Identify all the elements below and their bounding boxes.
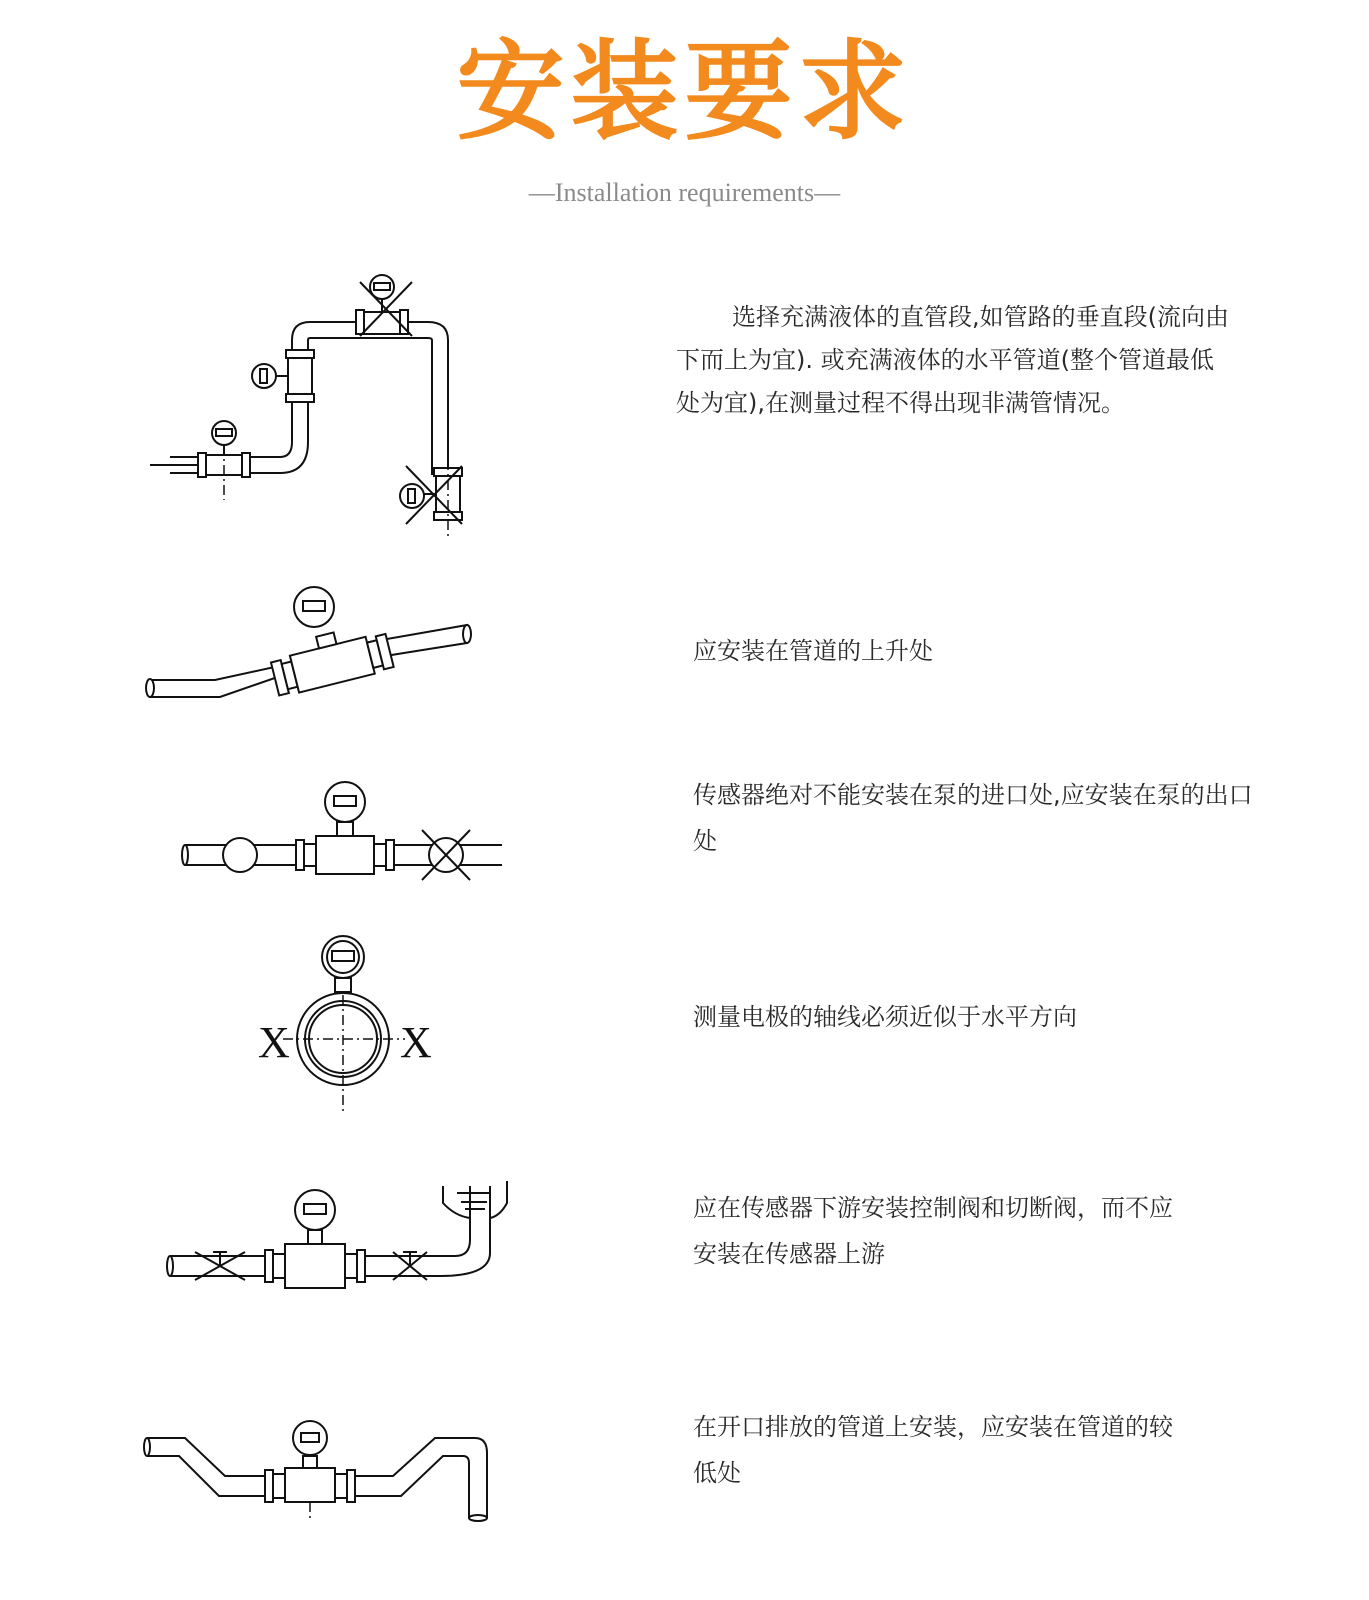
requirement-text-5: 应在传感器下游安装控制阀和切断阀，而不应安装在传感器上游 bbox=[693, 1194, 1173, 1268]
vertical-and-horizontal-pipe-diagram bbox=[150, 270, 490, 540]
page-title: 安装要求 bbox=[456, 30, 913, 155]
requirement-text-6: 在开口排放的管道上安装，应安装在管道的较低处 bbox=[693, 1413, 1173, 1487]
requirement-text-4: 测量电极的轴线必须近似于水平方向 bbox=[693, 1003, 1077, 1031]
page-subtitle: —Installation requirements— bbox=[528, 178, 841, 207]
electrode-x-right: X bbox=[400, 1018, 432, 1067]
electrode-x-left: X bbox=[258, 1018, 290, 1067]
open-discharge-diagram bbox=[145, 1418, 495, 1528]
valve-downstream-diagram bbox=[165, 1178, 515, 1303]
requirement-text-3: 传感器绝对不能安装在泵的进口处,应安装在泵的出口处 bbox=[693, 781, 1253, 855]
electrode-axis-diagram bbox=[255, 935, 435, 1115]
pump-outlet-diagram bbox=[180, 780, 510, 890]
requirement-text-1: 选择充满液体的直管段,如管路的垂直段(流向由下而上为宜). 或充满液体的水平管道(整个管道最低处为宜),在测量过程不得出现非满管情况。 bbox=[676, 303, 1229, 417]
ascending-pipe-diagram bbox=[145, 585, 475, 710]
requirement-text-2: 应安装在管道的上升处 bbox=[693, 637, 933, 665]
